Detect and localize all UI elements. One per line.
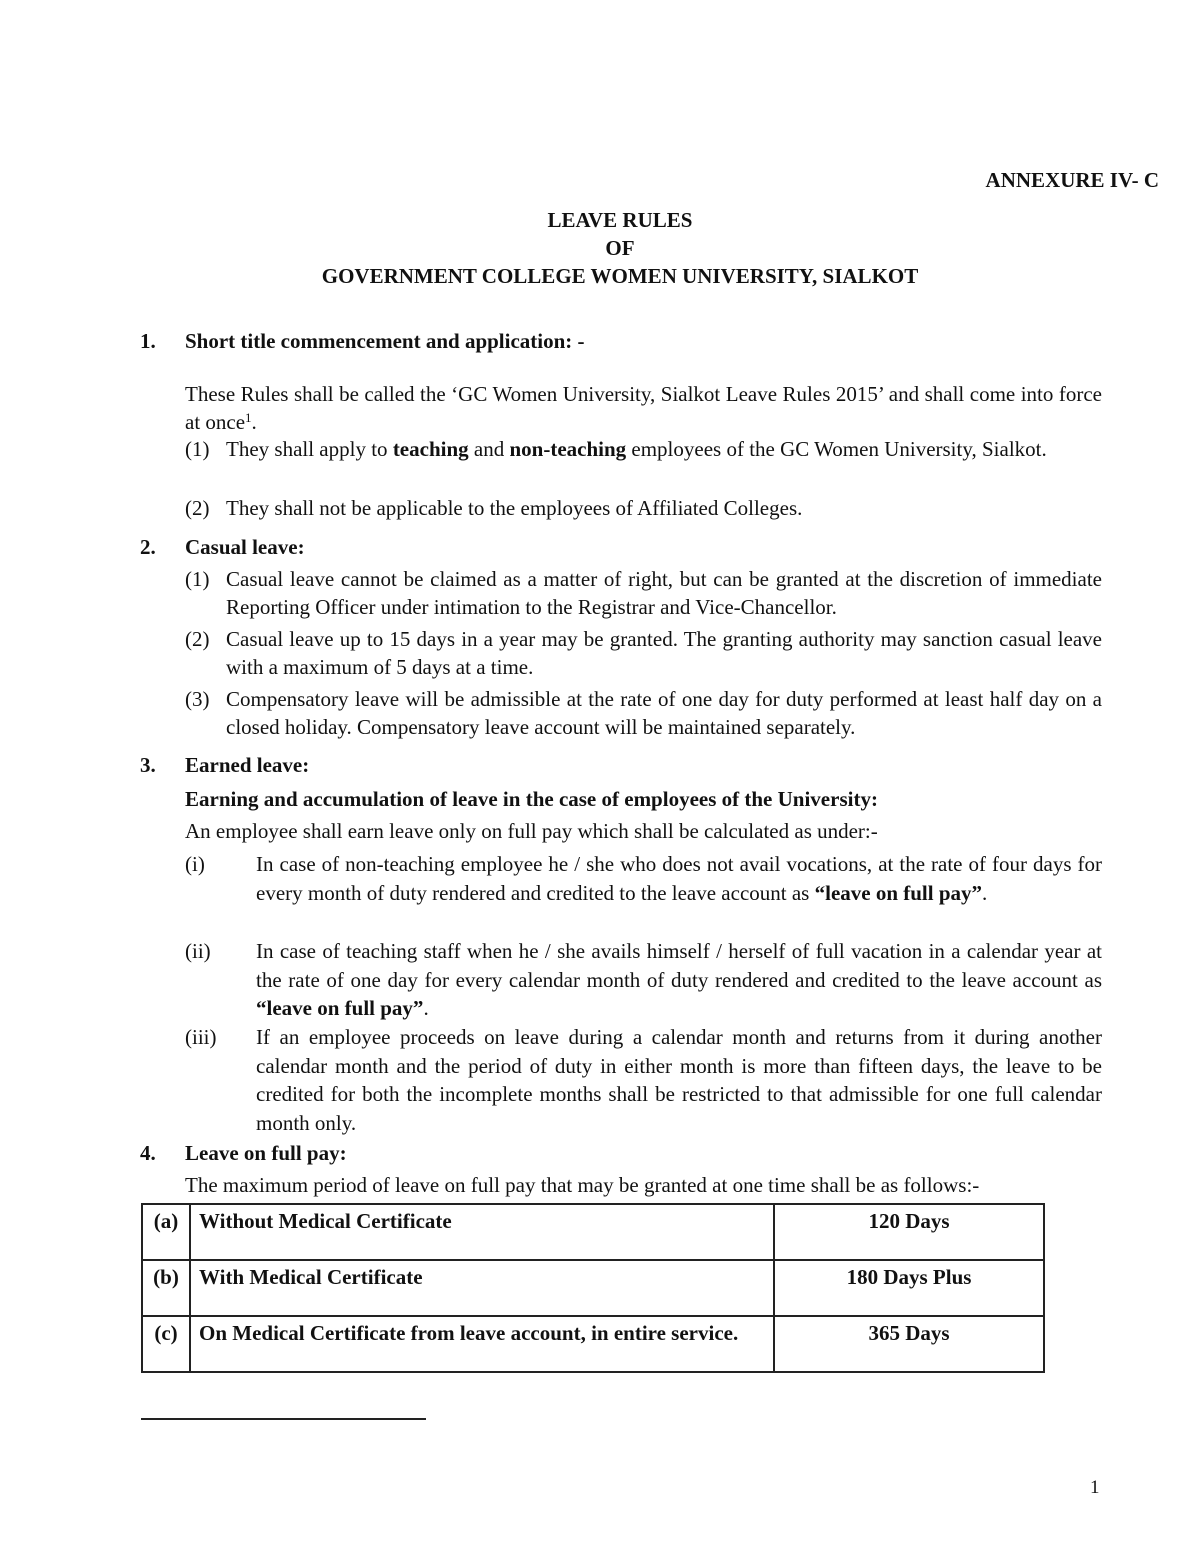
table-row	[142, 1316, 1044, 1372]
row-value: 120 Days	[774, 1204, 1044, 1260]
leave-table	[141, 1203, 1045, 1373]
section-2-item-2: Casual leave up to 15 days in a year may be granted. The granting authority may sanction casual leave with a maximum of 5 days at a time.	[226, 627, 1102, 679]
section-3-item-iii-number: (iii)	[185, 1025, 217, 1049]
row-value: 365 Days	[774, 1316, 1044, 1372]
section-4-heading: Leave on full pay:	[185, 1141, 347, 1165]
section-4-intro: The maximum period of leave on full pay that may be granted at one time shall be as follows:-	[185, 1173, 980, 1197]
section-1-item-1: They shall apply to teaching and non-teaching employees of the GC Women University, Sialkot.	[226, 437, 1047, 461]
page-number: 1	[1090, 1477, 1100, 1498]
section-2-item-3: Compensatory leave will be admissible at the rate of one day for duty performed at least half day on a closed holiday. Compensatory leave account will be maintained separately.	[226, 687, 1102, 739]
section-2-item-2-number: (2)	[185, 627, 210, 651]
row-value: 180 Days Plus	[774, 1260, 1044, 1316]
row-description: With Medical Certificate	[190, 1260, 774, 1316]
row-label: (c)	[142, 1316, 190, 1372]
row-label: (a)	[142, 1204, 190, 1260]
section-3-item-ii-number: (ii)	[185, 939, 211, 963]
section-1-heading: Short title commencement and application: -	[185, 329, 585, 353]
section-1-item-2: They shall not be applicable to the employees of Affiliated Colleges.	[226, 496, 803, 520]
title-line-1: LEAVE RULES	[547, 208, 693, 232]
row-description: On Medical Certificate from leave account, in entire service.	[190, 1316, 774, 1372]
section-2-item-1-number: (1)	[185, 567, 210, 591]
section-3-subheading: Earning and accumulation of leave in the case of employees of the University:	[185, 787, 878, 811]
section-3-item-i: In case of non-teaching employee he / she who does not avail vocations, at the rate of four days for every month of duty rendered and credited to the leave account as “leave on full pay”.	[256, 852, 1102, 905]
table-row	[142, 1204, 1044, 1260]
row-label: (b)	[142, 1260, 190, 1316]
section-2-item-1: Casual leave cannot be claimed as a matter of right, but can be granted at the discretion of immediate Reporting Officer under intimation to the Registrar and Vice-Chancellor.	[226, 567, 1102, 619]
section-2-item-3-number: (3)	[185, 687, 210, 711]
section-3-heading: Earned leave:	[185, 753, 310, 777]
section-3-intro: An employee shall earn leave only on full pay which shall be calculated as under:-	[185, 819, 878, 843]
section-4-number: 4.	[140, 1141, 156, 1165]
section-3-number: 3.	[140, 753, 156, 777]
section-1-item-1-number: (1)	[185, 437, 210, 461]
section-1-item-2-number: (2)	[185, 496, 210, 520]
title-line-3: GOVERNMENT COLLEGE WOMEN UNIVERSITY, SIALKOT	[321, 264, 919, 288]
title-line-2: OF	[605, 236, 635, 260]
section-2-heading: Casual leave:	[185, 535, 305, 559]
annexure-label: ANNEXURE IV- C	[985, 168, 1159, 192]
section-2-number: 2.	[140, 535, 156, 559]
row-description: Without Medical Certificate	[190, 1204, 774, 1260]
section-3-item-iii: If an employee proceeds on leave during a calendar month and returns from it during another calendar month and the period of duty in either month is more than fifteen days, the leave to be credited for both the incomplete months shall be restricted to that admissible for one full calendar month only.	[256, 1025, 1102, 1135]
footnote-ref: 1	[245, 410, 252, 425]
section-1-intro: These Rules shall be called the ‘GC Women University, Sialkot Leave Rules 2015’ and shall come into force at once$^1$.	[185, 382, 1102, 434]
section-3-item-i-number: (i)	[185, 852, 205, 876]
section-1-number: 1.	[140, 329, 156, 353]
footnote-separator	[141, 1418, 426, 1420]
table-row	[142, 1260, 1044, 1316]
section-3-item-ii: In case of teaching staff when he / she avails himself / herself of full vacation in a calendar year at the rate of one day for every calendar month of duty rendered and credited to the leave account as “leave on full pay”.	[256, 939, 1102, 1020]
